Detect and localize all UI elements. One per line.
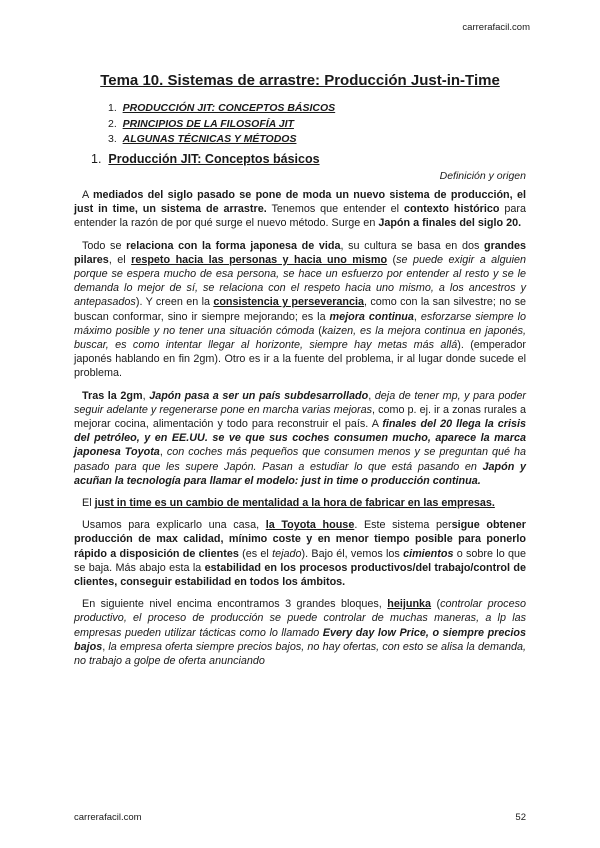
- toc-text: PRINCIPIOS DE LA FILOSOFÍA JIT: [122, 117, 294, 130]
- toc-item[interactable]: [108, 117, 335, 133]
- toc-number: 3.: [108, 133, 117, 145]
- body-text: [74, 188, 526, 676]
- toc-item[interactable]: [108, 132, 335, 148]
- section-heading: [91, 152, 320, 166]
- page-title: Tema 10. Sistemas de arrastre: Producción Just-in-Time: [100, 72, 500, 89]
- paragraph: El just in time es un cambio de mentalidad a la hora de fabricar en las empresas.: [82, 497, 495, 510]
- toc-item[interactable]: [108, 101, 335, 117]
- toc-text: ALGUNAS TÉCNICAS Y MÉTODOS: [122, 133, 297, 145]
- section-number: 1.: [91, 152, 102, 166]
- page-number: 52: [515, 812, 526, 823]
- paragraph: A mediados del siglo pasado se pone de moda un nuevo sistema de producción, el just in time, un sistema de arrastre. Tenemos que entender el contexto histórico para entender la razón de por qué surge el nuevo método. Surge en Japón a finales del siglo 20.: [74, 189, 526, 230]
- section-title: Producción JIT: Conceptos básicos: [108, 152, 320, 166]
- footer-site: carrerafacil.com: [74, 812, 142, 823]
- toc-number: 2.: [108, 117, 117, 130]
- toc-number: 1.: [108, 102, 117, 114]
- table-of-contents: [108, 101, 335, 148]
- paragraph: Usamos para explicarlo una casa, la Toyota house. Este sistema persigue obtener producción de max calidad, mínimo coste y en menor tiempo posible para ponerlo rápido a disposición de clientes (es el tejado). Bajo él, vemos los cimientos o sobre lo que se baja. Más abajo esta la estabilidad en los procesos productivos/del trabajo/control de clientes, conseguir estabilidad en todos los ámbitos.: [74, 519, 526, 589]
- toc-text: PRODUCCIÓN JIT: CONCEPTOS BÁSICOS: [122, 102, 336, 114]
- section-subtitle: Definición y origen: [439, 170, 526, 182]
- paragraph: Tras la 2gm, Japón pasa a ser un país subdesarrollado, deja de tener mp, y para poder seguir adelante y regenerarse pone en marcha varias mejoras, como p. ej. ir a zonas rurales a mejorar cocina, alimentación y todo para reconstruir el país. A finales del 20 llega la crisis del petróleo, y en EE.UU. se ve que sus coches consumen mucho, aparece la marca japonesa Toyota, con coches más pequeños que consumen menos y se preguntan qué ha pasado para que les supere Japón. Pasan a estudiar lo que está pasando en Japón y acuñan la tecnología para llamar el modelo: just in time o producción continua.: [74, 389, 527, 487]
- paragraph: Todo se relaciona con la forma japonesa de vida, su cultura se basa en dos grandes pilares, el respeto hacia las personas y hacia uno mismo (se puede exigir a alguien porque se espera mucho de esa persona, se hace un esfuerzo por entender al resto y se le demanda lo mejor de sí, se relaciona con el respeto hacia uno mismo, a los ancestros y antepasados). Y creen en la consistencia y perseverancia, como con la san silvestre; no se buscan conformar, sino ir siempre mejorando; es la mejora continua, esforzarse siempre lo máximo posible y no tener una situación cómoda (kaizen, es la mejora continua en japonés, buscar, es como intentar llegar al horizonte, siempre hay metas más allá). (emperador japonés hablando en fin 2gm). Otro es ir a la fuente del problema, ir al lugar donde sucede el problema.: [74, 239, 526, 380]
- paragraph: En siguiente nivel encima encontramos 3 grandes bloques, heijunka (controlar proceso productivo, el proceso de producción se puede controlar de muchas maneras, a lp las empresas pueden utilizar tácticas como lo llamado Every day low Price, o siempre precios bajos, la empresa oferta siempre precios bajos, no hay ofertas, con esto se alisa la demanda, no trabajo a golpe de oferta anunciando: [74, 598, 526, 668]
- header-site: carrerafacil.com: [462, 22, 530, 33]
